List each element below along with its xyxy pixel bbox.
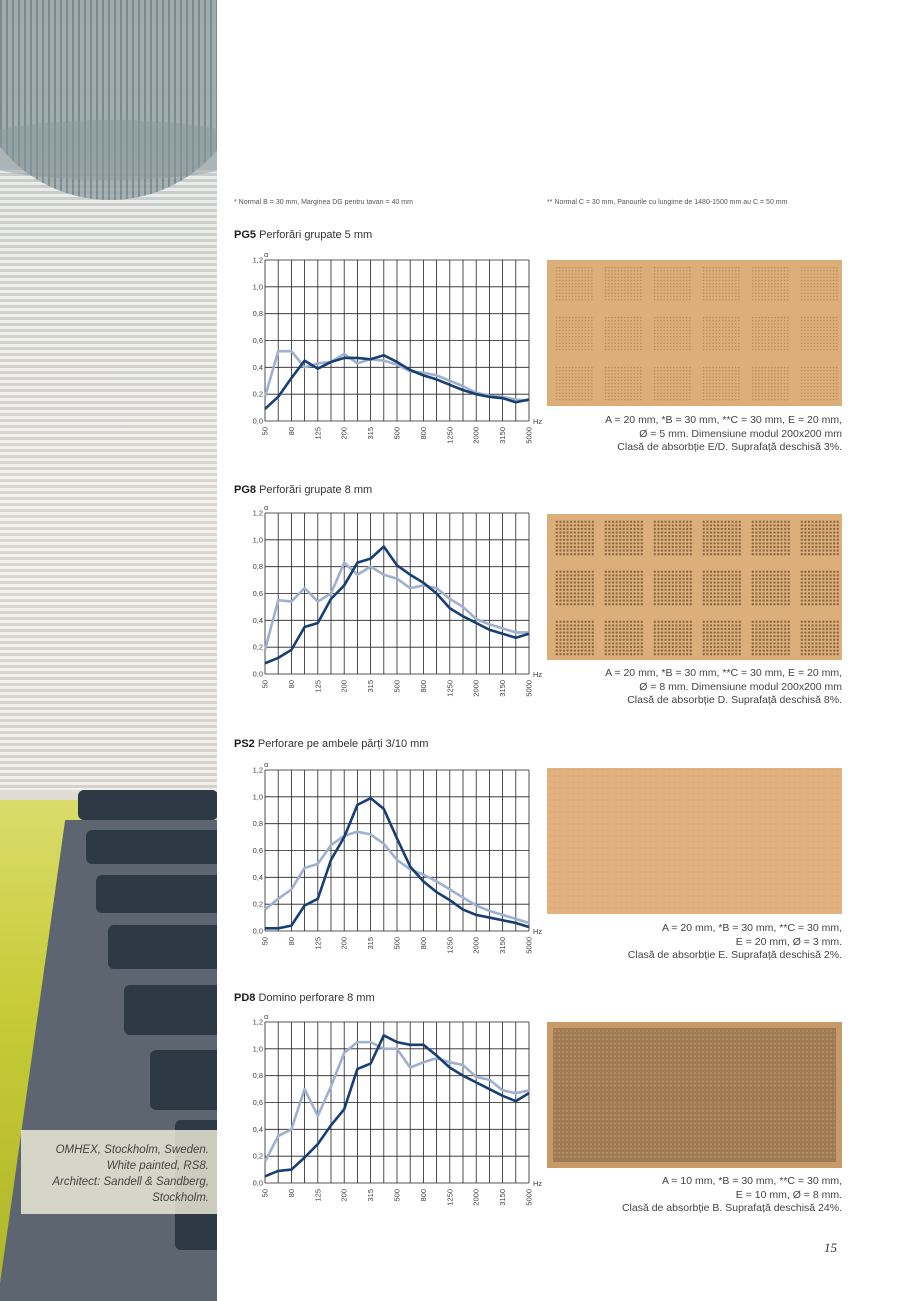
- x-tick-label: 5000: [524, 427, 534, 444]
- y-tick-label: 1,2: [252, 765, 263, 775]
- panel-surface: [547, 768, 842, 914]
- x-tick-label: 500: [392, 1189, 402, 1202]
- y-axis-label: α: [264, 503, 269, 512]
- x-tick-label: 1250: [445, 427, 455, 444]
- x-axis-label: Hz: [533, 670, 543, 679]
- spec-line: E = 20 mm, Ø = 3 mm.: [735, 935, 842, 948]
- y-tick-label: 0,6: [252, 846, 263, 855]
- x-tick-label: 800: [418, 1189, 428, 1202]
- y-tick-label: 0,8: [252, 309, 263, 319]
- x-tick-label: 800: [418, 680, 428, 693]
- wall-panels: [0, 170, 217, 790]
- panel-photo-ps2: [547, 768, 842, 914]
- panel-photo-pd8: [547, 1022, 842, 1168]
- x-tick-label: 80: [286, 937, 296, 946]
- spec-line: A = 20 mm, *B = 30 mm, **C = 30 mm, E = 20 mm,: [605, 414, 842, 426]
- y-tick-label: 1,0: [252, 282, 263, 292]
- x-tick-label: 3150: [498, 427, 508, 444]
- y-tick-label: 0,6: [252, 1098, 263, 1107]
- y-tick-label: 1,2: [252, 255, 263, 265]
- y-tick-label: 1,0: [252, 535, 263, 545]
- x-tick-label: 80: [286, 1189, 296, 1198]
- spec-line: Ø = 8 mm. Dimensiune modul 200x200 mm: [639, 680, 842, 693]
- x-tick-label: 80: [286, 680, 296, 689]
- absorption-chart-ps2: [225, 757, 545, 957]
- footnote-right: ** Normal C = 30 mm, Panourile cu lungime de 1480-1500 mm au C = 50 mm: [547, 199, 788, 206]
- x-tick-label: 315: [366, 937, 376, 950]
- x-tick-label: 5000: [524, 937, 534, 954]
- chair: [108, 925, 217, 969]
- spec-pd8: [547, 1175, 842, 1216]
- y-tick-label: 0,8: [252, 562, 263, 572]
- y-tick-label: 0,6: [252, 336, 263, 345]
- y-tick-label: 1,0: [252, 792, 263, 802]
- y-tick-label: 0,0: [252, 416, 263, 426]
- x-tick-label: 500: [392, 680, 402, 693]
- y-tick-label: 0,6: [252, 589, 263, 598]
- x-tick-label: 315: [366, 680, 376, 693]
- x-tick-label: 2000: [471, 1189, 481, 1206]
- x-tick-label: 1250: [445, 680, 455, 697]
- spec-line: A = 20 mm, *B = 30 mm, **C = 30 mm,: [661, 922, 842, 934]
- x-tick-label: 800: [418, 937, 428, 950]
- y-tick-label: 0,0: [252, 1178, 263, 1188]
- section-title: [234, 484, 372, 496]
- chair: [96, 875, 217, 913]
- absorption-chart-pg5: [225, 247, 545, 447]
- section-code: PG5: [234, 229, 257, 241]
- spec-line: Clasă de absorbție E/D. Suprafață deschisă 3%.: [617, 441, 842, 453]
- spec-ps2: [547, 922, 842, 963]
- spec-line: A = 10 mm, *B = 30 mm, **C = 30 mm,: [661, 1175, 842, 1187]
- x-tick-label: 500: [392, 937, 402, 950]
- y-axis-label: α: [264, 1012, 269, 1021]
- x-tick-label: 50: [260, 937, 270, 946]
- x-tick-label: 5000: [524, 680, 534, 697]
- lamp-shadow: [0, 120, 217, 180]
- y-tick-label: 0,0: [252, 926, 263, 936]
- x-tick-label: 800: [418, 427, 428, 440]
- page-number: 15: [824, 1240, 837, 1255]
- x-tick-label: 1250: [445, 937, 455, 954]
- x-tick-label: 500: [392, 427, 402, 440]
- panel-photo-pg8: [547, 514, 842, 660]
- x-tick-label: 2000: [471, 680, 481, 697]
- section-name: Domino perforare 8 mm: [258, 992, 375, 1004]
- y-axis-label: α: [264, 250, 269, 259]
- x-tick-label: 50: [260, 1189, 270, 1198]
- section-title: [234, 738, 428, 750]
- x-tick-label: 50: [260, 427, 270, 436]
- y-tick-label: 1,2: [252, 1017, 263, 1027]
- y-axis-label: α: [264, 760, 269, 769]
- absorption-chart-pg8: [225, 500, 545, 700]
- x-axis-label: Hz: [533, 927, 543, 936]
- x-tick-label: 50: [260, 680, 270, 689]
- y-tick-label: 0,2: [252, 642, 263, 652]
- section-code: PG8: [234, 484, 257, 496]
- chair: [78, 790, 217, 820]
- y-tick-label: 1,0: [252, 1044, 263, 1054]
- footnote-left: * Normal B = 30 mm, Marginea DG pentru tavan = 40 mm: [234, 199, 413, 206]
- y-tick-label: 0,8: [252, 1071, 263, 1081]
- spec-pg5: [547, 414, 842, 455]
- x-tick-label: 80: [286, 427, 296, 436]
- x-tick-label: 125: [313, 680, 323, 693]
- x-tick-label: 2000: [471, 427, 481, 444]
- stockholm-photo: [0, 0, 217, 1301]
- chair: [124, 985, 217, 1035]
- spec-pg8: [547, 667, 842, 708]
- spec-line: Clasă de absorbție E. Suprafață deschisă 2%.: [627, 949, 842, 961]
- spec-line: Clasă de absorbție B. Suprafață deschisă 24%.: [621, 1202, 842, 1214]
- section-code: PD8: [234, 992, 256, 1004]
- y-tick-label: 0,2: [252, 1151, 263, 1161]
- y-tick-label: 0,4: [252, 872, 263, 882]
- x-tick-label: 2000: [471, 937, 481, 954]
- panel-surface: [547, 514, 842, 660]
- y-tick-label: 0,4: [252, 362, 263, 372]
- panel-photo-pg5: [547, 260, 842, 406]
- x-axis-label: Hz: [533, 417, 543, 426]
- section-title: [234, 992, 375, 1004]
- x-tick-label: 315: [366, 427, 376, 440]
- x-axis-label: Hz: [533, 1179, 543, 1188]
- x-tick-label: 200: [339, 1189, 349, 1202]
- y-tick-label: 0,2: [252, 389, 263, 399]
- x-tick-label: 1250: [445, 1189, 455, 1206]
- spec-line: Clasă de absorbție D. Suprafață deschisă 8%.: [627, 694, 842, 706]
- x-tick-label: 5000: [524, 1189, 534, 1206]
- x-tick-label: 200: [339, 427, 349, 440]
- section-name: Perforare pe ambele părți 3/10 mm: [257, 738, 429, 750]
- spec-line: E = 10 mm, Ø = 8 mm.: [735, 1188, 842, 1201]
- spec-line: Ø = 5 mm. Dimensiune modul 200x200 mm: [639, 427, 842, 440]
- absorption-chart-pd8: [225, 1009, 545, 1209]
- chair: [86, 830, 217, 864]
- spec-line: A = 20 mm, *B = 30 mm, **C = 30 mm, E = 20 mm,: [605, 667, 842, 679]
- x-tick-label: 3150: [498, 937, 508, 954]
- photo-caption: OMHEX, Stockholm, Sweden. White painted, RS8. Architect: Sandell & Sandberg, Stockholm.: [21, 1130, 217, 1214]
- section-code: PS2: [234, 738, 255, 750]
- section-title: [234, 229, 372, 241]
- x-tick-label: 200: [339, 937, 349, 950]
- y-tick-label: 0,4: [252, 1124, 263, 1134]
- x-tick-label: 125: [313, 427, 323, 440]
- y-tick-label: 1,2: [252, 508, 263, 518]
- x-tick-label: 125: [313, 1189, 323, 1202]
- x-tick-label: 3150: [498, 680, 508, 697]
- x-tick-label: 200: [339, 680, 349, 693]
- chair: [150, 1050, 217, 1110]
- section-name: Perforări grupate 5 mm: [259, 229, 373, 241]
- x-tick-label: 3150: [498, 1189, 508, 1206]
- y-tick-label: 0,4: [252, 615, 263, 625]
- x-tick-label: 315: [366, 1189, 376, 1202]
- section-name: Perforări grupate 8 mm: [259, 484, 373, 496]
- x-tick-label: 125: [313, 937, 323, 950]
- y-tick-label: 0,8: [252, 819, 263, 829]
- y-tick-label: 0,0: [252, 669, 263, 679]
- y-tick-label: 0,2: [252, 899, 263, 909]
